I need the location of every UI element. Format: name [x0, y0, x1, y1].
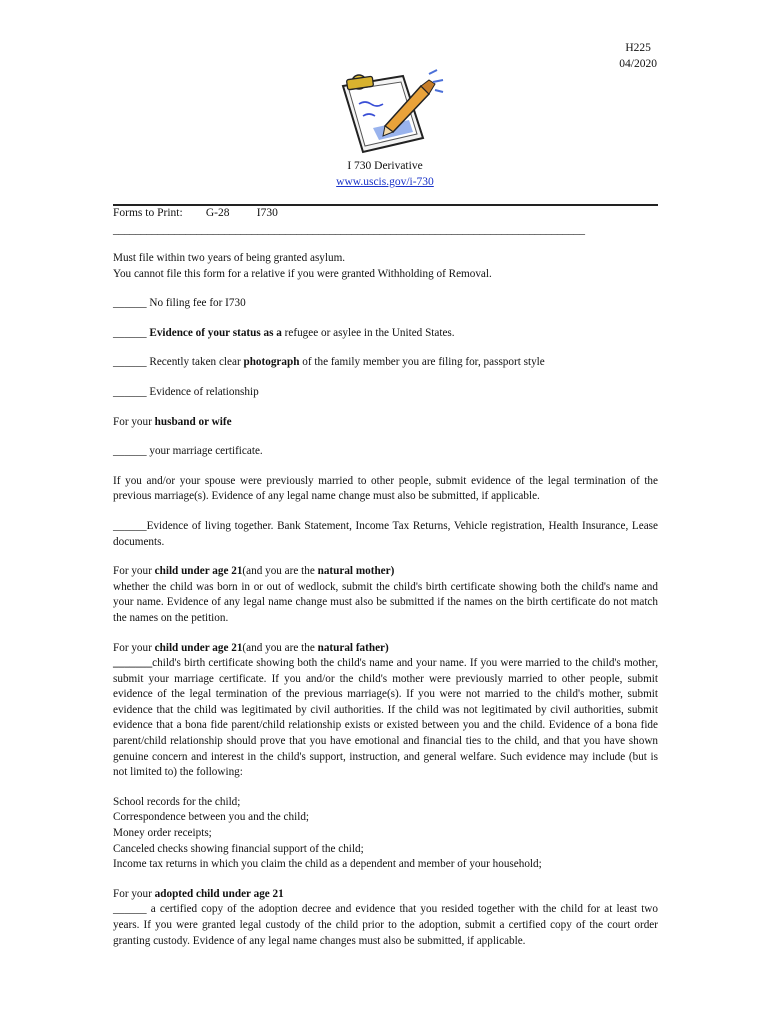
form-code-block: [619, 40, 657, 72]
section-heading: For your child under age 21(and you are the natural father): [113, 641, 389, 654]
document-title-block: [0, 158, 770, 190]
section-heading: For your husband or wife: [113, 415, 232, 428]
clipboard-pencil-icon: [325, 68, 445, 160]
paragraph: _______child's birth certificate showing both the child's name and your name. If you were married to the child's mother, submit your marriage certificate. If you and/or the child's mother were previously married to other people, submit evidence of the legal termination of the previous marriage(s). If you were not married to the child's mother, submit evidence that the child was legitimated by civil authorities. If the child was not legitimated by civil authorities, submit evidence that a bona fide parent/child relationship exists or existed between you and the child. Evidence of a bona fide parent/child relationship should prove that you have emotional and financial ties to the child, and that you have shown genuine concern and interest in the child's support, instruction, and general welfare. Such evidence may include (but is not limited to) the following:: [113, 657, 658, 779]
header-rule: [113, 204, 658, 206]
form-item: G-28: [205, 207, 230, 219]
checklist-item: ______ Evidence of relationship: [113, 385, 259, 398]
list-item: Canceled checks showing financial support of the child;: [113, 842, 364, 855]
document-title: I 730 Derivative: [347, 160, 423, 172]
section-heading: For your child under age 21(and you are the natural mother): [113, 565, 395, 578]
checklist-item: ______ Recently taken clear photograph of the family member you are filing for, passport style: [113, 356, 545, 369]
uscis-link[interactable]: www.uscis.gov/i-730: [336, 176, 434, 188]
note-line: You cannot file this form for a relative if you were granted Withholding of Removal.: [113, 267, 492, 280]
list-item: Income tax returns in which you claim the child as a dependent and member of your household;: [113, 858, 542, 871]
divider-line: _____________________________________________________________________________________: [113, 224, 585, 236]
document-body: [113, 251, 658, 949]
forms-to-print: [113, 207, 278, 219]
paragraph: ______ a certified copy of the adoption decree and evidence that you resided together with the child for at least two years. If you were granted legal custody of the child prior to the adoption, submit a certified copy of the court order granting custody. Evidence of any legal name changes must also be submitted, if applicable.: [113, 903, 658, 947]
checklist-item: ______ your marriage certificate.: [113, 445, 263, 458]
list-item: Correspondence between you and the child;: [113, 811, 310, 824]
checklist-item: ______Evidence of living together. Bank Statement, Income Tax Returns, Vehicle registration, Health Insurance, Lease documents.: [113, 519, 658, 548]
form-code: H225: [625, 42, 651, 54]
forms-label: Forms to Print:: [113, 207, 183, 219]
section-heading: For your adopted child under age 21: [113, 887, 284, 900]
paragraph: whether the child was born in or out of wedlock, submit the child's birth certificate showing both the child's name and your name. Evidence of any legal name change must also be submitted if the names on the birth certificate do not match the names on the petition.: [113, 580, 658, 624]
list-item: School records for the child;: [113, 795, 241, 808]
paragraph: If you and/or your spouse were previously married to other people, submit evidence of the legal termination of the previous marriage(s). Evidence of any legal name change must also be submitted, if applicable.: [113, 474, 658, 503]
checklist-item: ______ Evidence of your status as a refugee or asylee in the United States.: [113, 326, 455, 339]
form-date: 04/2020: [619, 58, 657, 70]
note-line: Must file within two years of being granted asylum.: [113, 252, 346, 264]
list-item: Money order receipts;: [113, 827, 212, 840]
checklist-item: ______ No filing fee for I730: [113, 297, 246, 310]
form-item: I730: [256, 207, 278, 219]
